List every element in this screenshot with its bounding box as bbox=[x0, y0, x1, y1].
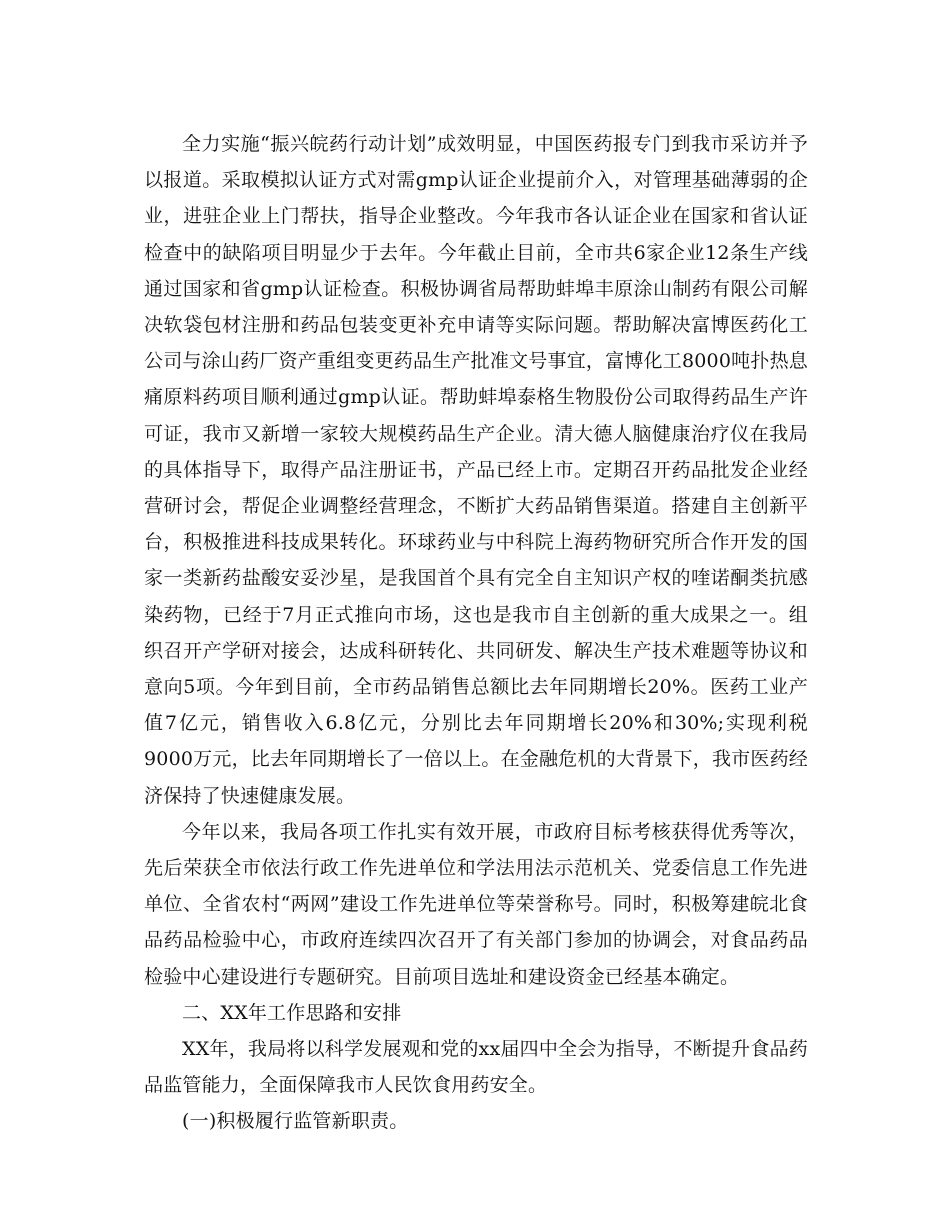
paragraph-honors: 今年以来，我局各项工作扎实有效开展，市政府目标考核获得优秀等次，先后荣获全市依法行政工作先进单位和学法用法示范机关、党委信息工作先进单位、全省农村“两网”建设工作先进单位等荣誉称号。同时，积极筹建皖北食品药品检验中心，市政府连续四次召开了有关部门参加的协调会，对食品药品检验中心建设进行专题研究。目前项目选址和建设资金已经基本确定。 bbox=[144, 820, 808, 988]
document-body bbox=[144, 126, 808, 1140]
subsection-heading: (一)积极履行监管新职责。 bbox=[182, 1110, 409, 1133]
paragraph-gmp-progress: 全力实施“振兴皖药行动计划”成效明显，中国医药报专门到我市采访并予以报道。采取模拟认证方式对需gmp认证企业提前介入，对管理基础薄弱的企业，进驻企业上门帮扶，指导企业整改。今年我市各认证企业在国家和省认证检查中的缺陷项目明显少于去年。今年截止目前，全市共6家企业12条生产线通过国家和省gmp认证检查。积极协调省局帮助蚌埠丰原涂山制药有限公司解决软袋包材注册和药品包装变更补充申请等实际问题。帮助解决富博医药化工公司与涂山药厂资产重组变更药品生产批准文号事宜，富博化工8000吨扑热息痛原料药项目顺利通过gmp认证。帮助蚌埠泰格生物股份公司取得药品生产许可证，我市又新增一家较大规模药品生产企业。清大德人脑健康治疗仪在我局的具体指导下，取得产品注册证书，产品已经上市。定期召开药品批发企业经营研讨会，帮促企业调整经营理念，不断扩大药品销售渠道。搭建自主创新平台，积极推进科技成果转化。环球药业与中科院上海药物研究所合作开发的国家一类新药盐酸安妥沙星，是我国首个具有完全自主知识产权的喹诺酮类抗感染药物，已经于7月正式推向市场，这也是我市自主创新的重大成果之一。组织召开产学研对接会，达成科研转化、共同研发、解决生产技术难题等协议和意向5项。今年到目前，全市药品销售总额比去年同期增长20%。医药工业产值7亿元，销售收入6.8亿元，分别比去年同期增长20%和30%;实现利税9000万元，比去年同期增长了一倍以上。在金融危机的大背景下，我市医药经济保持了快速健康发展。 bbox=[144, 133, 808, 807]
section-heading: 二、XX年工作思路和安排 bbox=[182, 1001, 402, 1024]
paragraph-plan: XX年，我局将以科学发展观和党的xx届四中全会为指导，不断提升食品药品监管能力，全面保障我市人民饮食用药安全。 bbox=[144, 1038, 808, 1097]
